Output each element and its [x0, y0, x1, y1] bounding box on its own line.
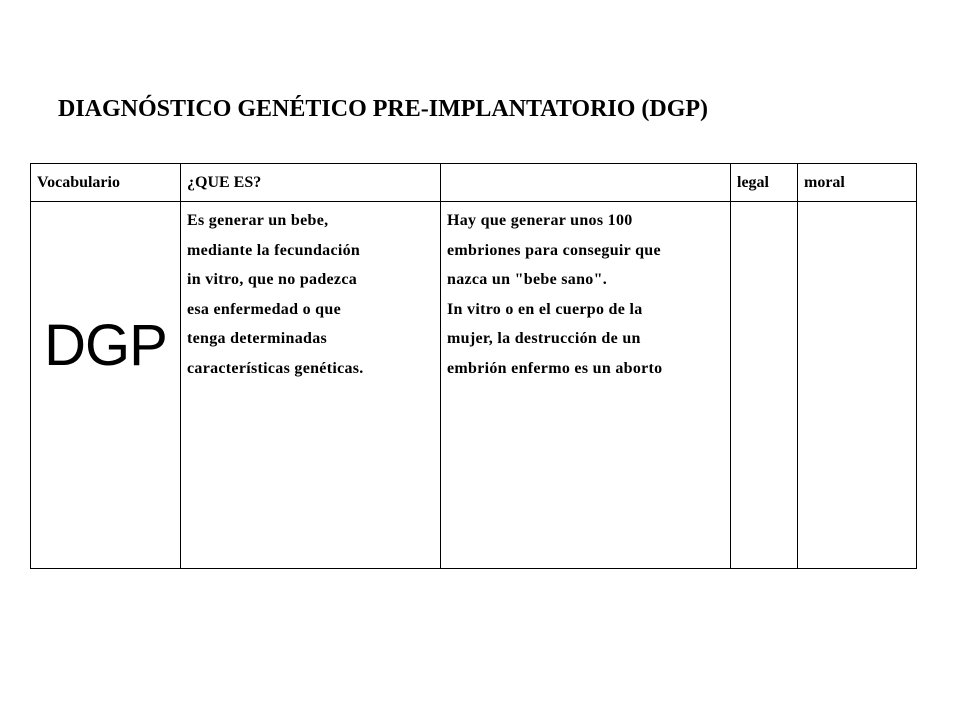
header-vocabulario: Vocabulario [31, 164, 181, 202]
definition-line: mediante la fecundación [187, 241, 361, 259]
legal-cell [731, 202, 798, 569]
notes-line: embriones para conseguir que [447, 241, 661, 259]
definition-line: tenga determinadas [187, 330, 328, 347]
term-cell [31, 202, 181, 569]
notes-cell [441, 202, 731, 569]
term-text: DGP [44, 312, 167, 378]
header-legal: legal [731, 164, 798, 202]
notes-text [441, 202, 730, 383]
notes-line: embrión enfermo es un aborto [447, 359, 663, 377]
page-title: DIAGNÓSTICO GENÉTICO PRE-IMPLANTATORIO (DGP) [58, 96, 709, 122]
definition-cell [181, 202, 441, 569]
header-extra [441, 164, 731, 202]
table-row [31, 202, 917, 569]
definition-line: esa enfermedad o que [187, 300, 341, 318]
moral-cell [798, 202, 917, 569]
definition-line: características genéticas. [187, 359, 364, 377]
notes-line: mujer, la destrucción de un [447, 330, 641, 347]
notes-line: nazca un "bebe sano". [447, 271, 608, 288]
header-moral: moral [798, 164, 917, 202]
table-header-row [31, 164, 917, 202]
definition-line: in vitro, que no padezca [187, 271, 358, 288]
vocabulary-table [30, 163, 917, 569]
notes-line: In vitro o en el cuerpo de la [447, 300, 643, 318]
definition-line: Es generar un bebe, [187, 212, 329, 229]
notes-line: Hay que generar unos 100 [447, 212, 633, 229]
definition-text [181, 202, 440, 383]
header-que-es: ¿QUE ES? [181, 164, 441, 202]
